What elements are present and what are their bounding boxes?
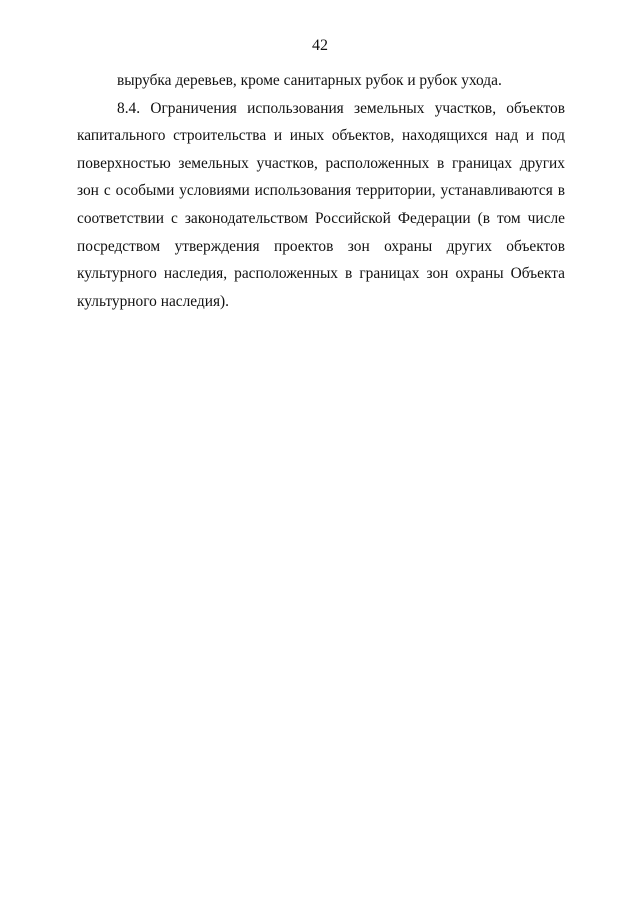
document-body (77, 67, 565, 315)
paragraph-continuation: вырубка деревьев, кроме санитарных рубок и рубок ухода. (117, 72, 502, 89)
page-number: 42 (312, 37, 328, 54)
paragraph-8-4: 8.4. Ограничения использования земельных участков, объектов капитального строительства и иных объектов, находящихся над и под поверхностью земельных участков, расположенных в границах других зон с особыми условиями использования территории, устанавливаются в соответствии с законодательством Российской Федерации (в том числе посредством утверждения проектов зон охраны других объектов культурного наследия, расположенных в границах зон охраны Объекта культурного наследия). (77, 99, 565, 310)
